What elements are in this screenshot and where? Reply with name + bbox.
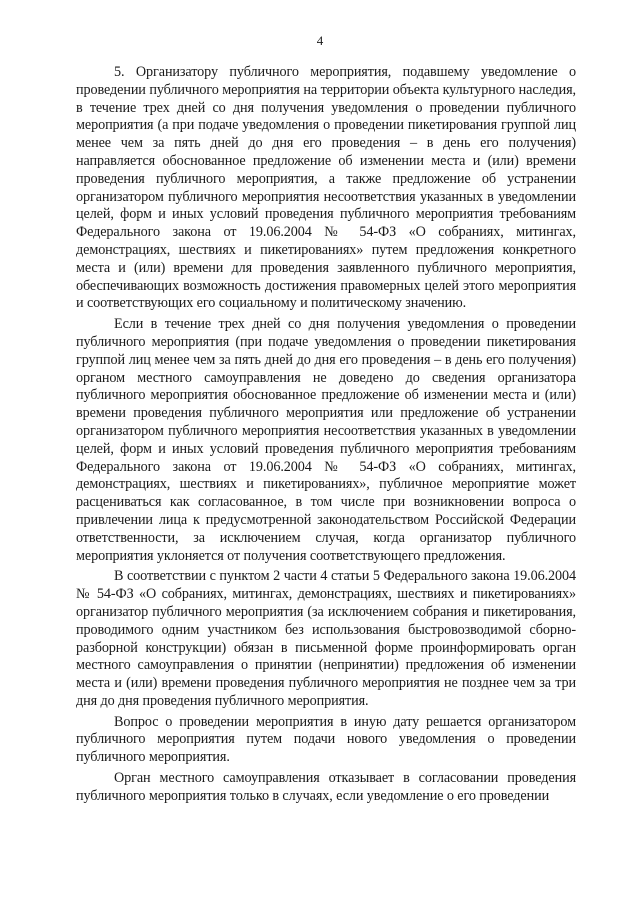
page-number: 4 bbox=[316, 33, 324, 48]
paragraph-organizer-proposal: 5. Организатору публичного мероприятия, подавшему уведомление о проведении публичного мероприятия на территории объекта культурного наследия, в течение трех дней со дня получения уведомления о проведении публичного мероприятия (а при подаче уведомления о проведении пикетирования группой лиц менее чем за пять дней до дня его проведения – в день его получения) направляется обоснованное предложение об изменении места и (или) времени проведения публичного мероприятия, а также предложение об устранении организатором публичного мероприятия несоответствия указанных в уведомлении целей, форм и иных условий проведения публичного мероприятия требованиям Федерального закона от 19.06.2004 № 54-ФЗ «О собраниях, митингах, демонстрациях, шествиях и пикетированиях» путем предложения конкретного места и (или) времени для проведения заявленного публичного мероприятия, обеспечивающих возможность достижения правомерных целей этого мероприятия и соответствующих его социальному и политическому значению. bbox=[76, 64, 576, 312]
paragraph-implied-approval: Если в течение трех дней со дня получения уведомления о проведении публичного мероприятия (при подаче уведомления о проведении пикетирования группой лиц менее чем за пять дней до дня его проведения – в день его получения) органом местного самоуправления не доведено до сведения организатора публичного мероприятия обоснованное предложение об изменении места и (или) времени проведения публичного мероприятия или предложение об устранении организатором публичного мероприятия несоответствия указанных в уведомлении целей, форм и иных условий проведения публичного мероприятия требованиям Федерального закона от 19.06.2004 № 54-ФЗ «О собраниях, митингах, демонстрациях, шествиях и пикетированиях», публичное мероприятие может расцениваться как согласованное, в том числе при возникновении вопроса о привлечении лица к предусмотренной законодательством Российской Федерации ответственности, за исключением случая, когда организатор публичного мероприятия уклоняется от получения соответствующего предложения. bbox=[76, 316, 576, 564]
paragraph-new-date: Вопрос о проведении мероприятия в иную дату решается организатором публичного мероприятия путем подачи нового уведомления о проведении публичного мероприятия. bbox=[76, 713, 576, 766]
document-body bbox=[76, 64, 576, 806]
paragraph-notification-duty: В соответствии с пунктом 2 части 4 статьи 5 Федерального закона 19.06.2004 № 54-ФЗ «О собраниях, митингах, демонстрациях, шествиях и пикетированиях» организатор публичного мероприятия (за исключением собрания и пикетирования, проводимого одним участником без использования быстровозводимой сборно-разборной конструкции) обязан в письменной форме проинформировать орган местного самоуправления о принятии (непринятии) предложения об изменении места и (или) времени проведения публичного мероприятия не позднее чем за три дня до дня проведения публичного мероприятия. bbox=[76, 568, 576, 709]
paragraph-refusal: Орган местного самоуправления отказывает в согласовании проведения публичного мероприятия только в случаях, если уведомление о его проведении bbox=[76, 770, 576, 804]
